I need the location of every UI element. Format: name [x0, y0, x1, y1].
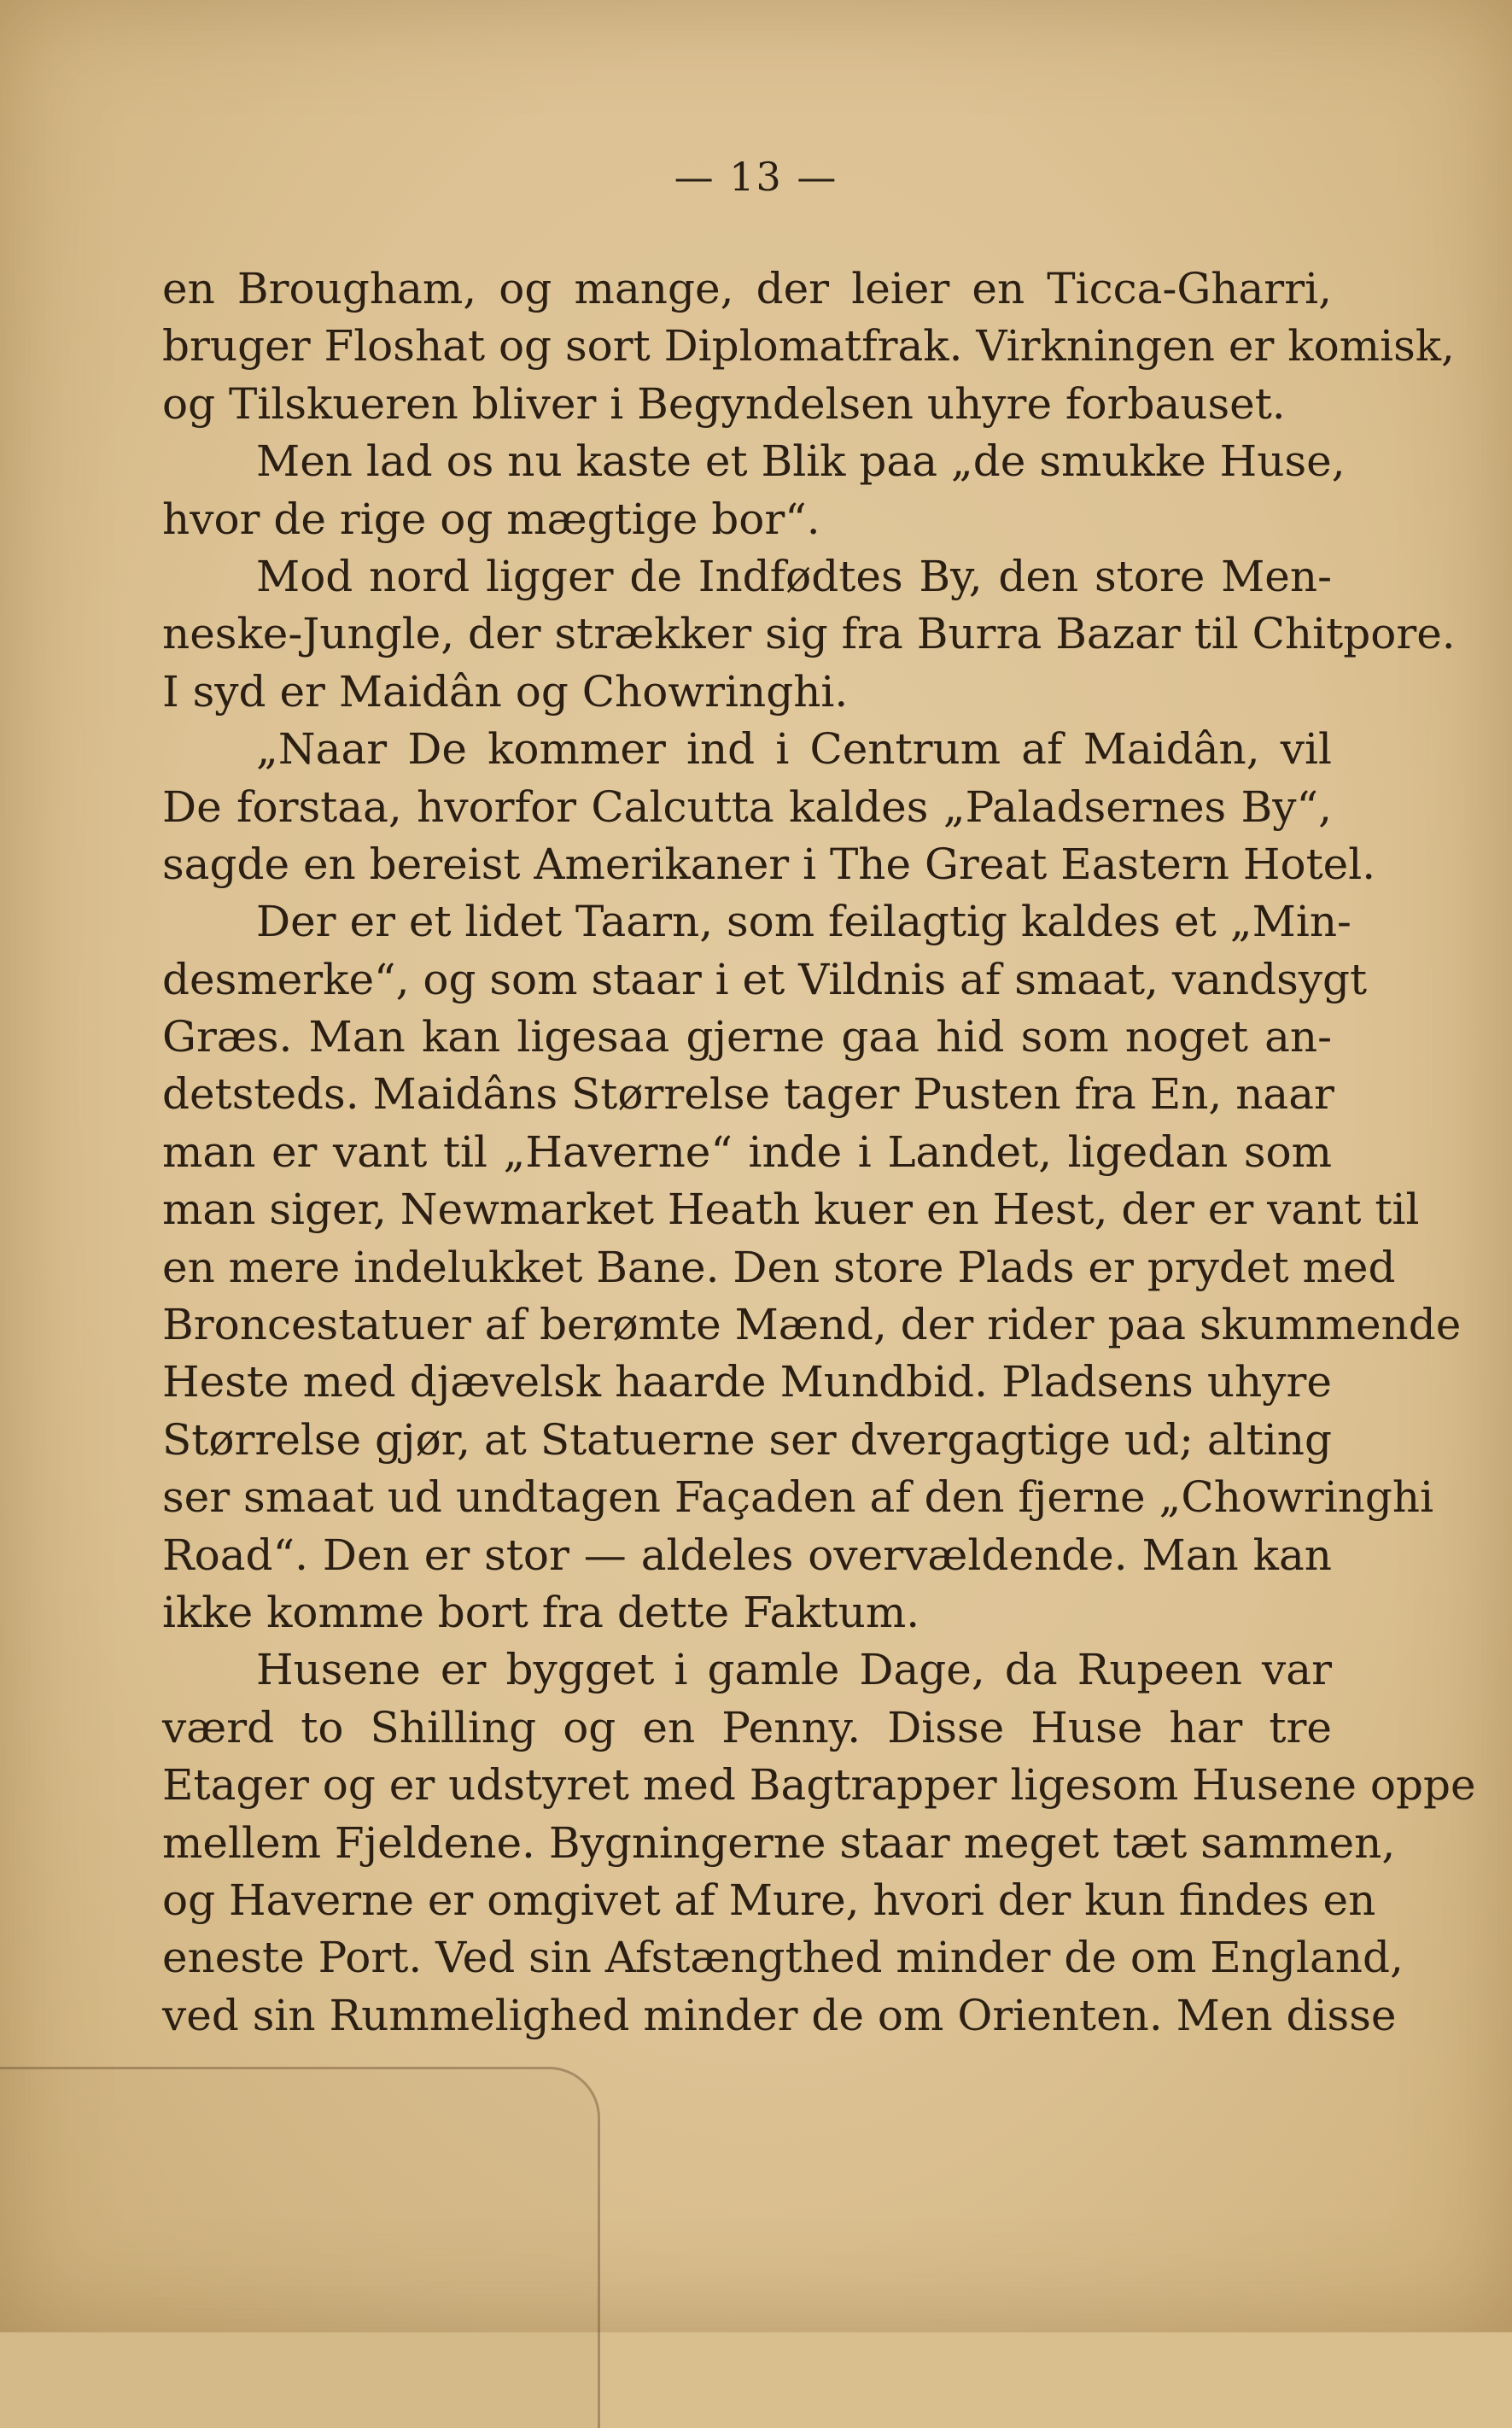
- text-line: eneste Port. Ved sin Afstængthed minder de om England,: [162, 1933, 1404, 1983]
- body-text: [162, 260, 1476, 2045]
- text-line: Broncestatuer af berømte Mænd, der rider paa skummende: [162, 1300, 1462, 1350]
- text-line: De forstaa, hvorfor Calcutta kaldes „Paladsernes By“,: [162, 781, 1332, 832]
- text-line: Men lad os nu kaste et Blik paa „de smukke Huse,: [256, 436, 1346, 487]
- text-line: Græs. Man kan ligesaa gjerne gaa hid som noget an-: [162, 1012, 1332, 1062]
- page-number: — 13 —: [674, 154, 838, 200]
- text-line: desmerke“, og som staar i et Vildnis af smaat, vandsygt: [162, 954, 1368, 1004]
- text-line: Heste med djævelsk haarde Mundbid. Pladsens uhyre: [162, 1357, 1332, 1407]
- text-line: en Brougham, og mange, der leier en Ticca-Gharri,: [162, 264, 1332, 313]
- text-line: bruger Floshat og sort Diplomatfrak. Virkningen er komisk,: [162, 321, 1455, 372]
- page-curl-shadow: [0, 2067, 600, 2428]
- text-line: man er vant til „Haverne“ inde i Landet, ligedan som: [162, 1126, 1332, 1177]
- text-line: ved sin Rummelighed minder de om Orienten. Men disse: [162, 1990, 1397, 2040]
- text-line: og Haverne er omgivet af Mure, hvori der kun findes en: [162, 1875, 1376, 1925]
- text-line: Etager og er udstyret med Bagtrapper ligesom Husene oppe: [162, 1760, 1476, 1811]
- text-line: mellem Fjeldene. Bygningerne staar meget tæt sammen,: [162, 1817, 1396, 1868]
- text-line: man siger, Newmarket Heath kuer en Hest, der er vant til: [162, 1185, 1420, 1235]
- text-line: Størrelse gjør, at Statuerne ser dvergagtige ud; alting: [162, 1414, 1332, 1465]
- text-line: ikke komme bort fra dette Faktum.: [162, 1587, 920, 1637]
- text-line: Mod nord ligger de Indfødtes By, den store Men-: [256, 551, 1332, 601]
- text-line: „Naar De kommer ind i Centrum af Maidân, vil: [256, 724, 1332, 775]
- text-line: Der er et lidet Taarn, som feilagtig kaldes et „Min-: [256, 897, 1351, 947]
- text-line: ser smaat ud undtagen Façaden af den fjerne „Chowringhi: [162, 1472, 1434, 1523]
- text-line: og Tilskueren bliver i Begyndelsen uhyre forbauset.: [162, 378, 1286, 429]
- text-line: I syd er Maidân og Chowringhi.: [162, 666, 849, 717]
- text-line: værd to Shilling og en Penny. Disse Huse har tre: [162, 1702, 1332, 1752]
- text-line: Husene er bygget i gamle Dage, da Rupeen var: [256, 1645, 1332, 1695]
- text-line: neske-Jungle, der strækker sig fra Burra Bazar til Chitpore.: [162, 609, 1456, 659]
- text-line: sagde en bereist Amerikaner i The Great Eastern Hotel.: [162, 839, 1376, 889]
- text-line: hvor de rige og mægtige bor“.: [162, 494, 820, 544]
- text-line: detsteds. Maidâns Størrelse tager Pusten fra En, naar: [162, 1069, 1334, 1120]
- text-line: Road“. Den er stor — aldeles overvældende. Man kan: [162, 1530, 1332, 1580]
- text-line: en mere indelukket Bane. Den store Plads er prydet med: [162, 1242, 1396, 1292]
